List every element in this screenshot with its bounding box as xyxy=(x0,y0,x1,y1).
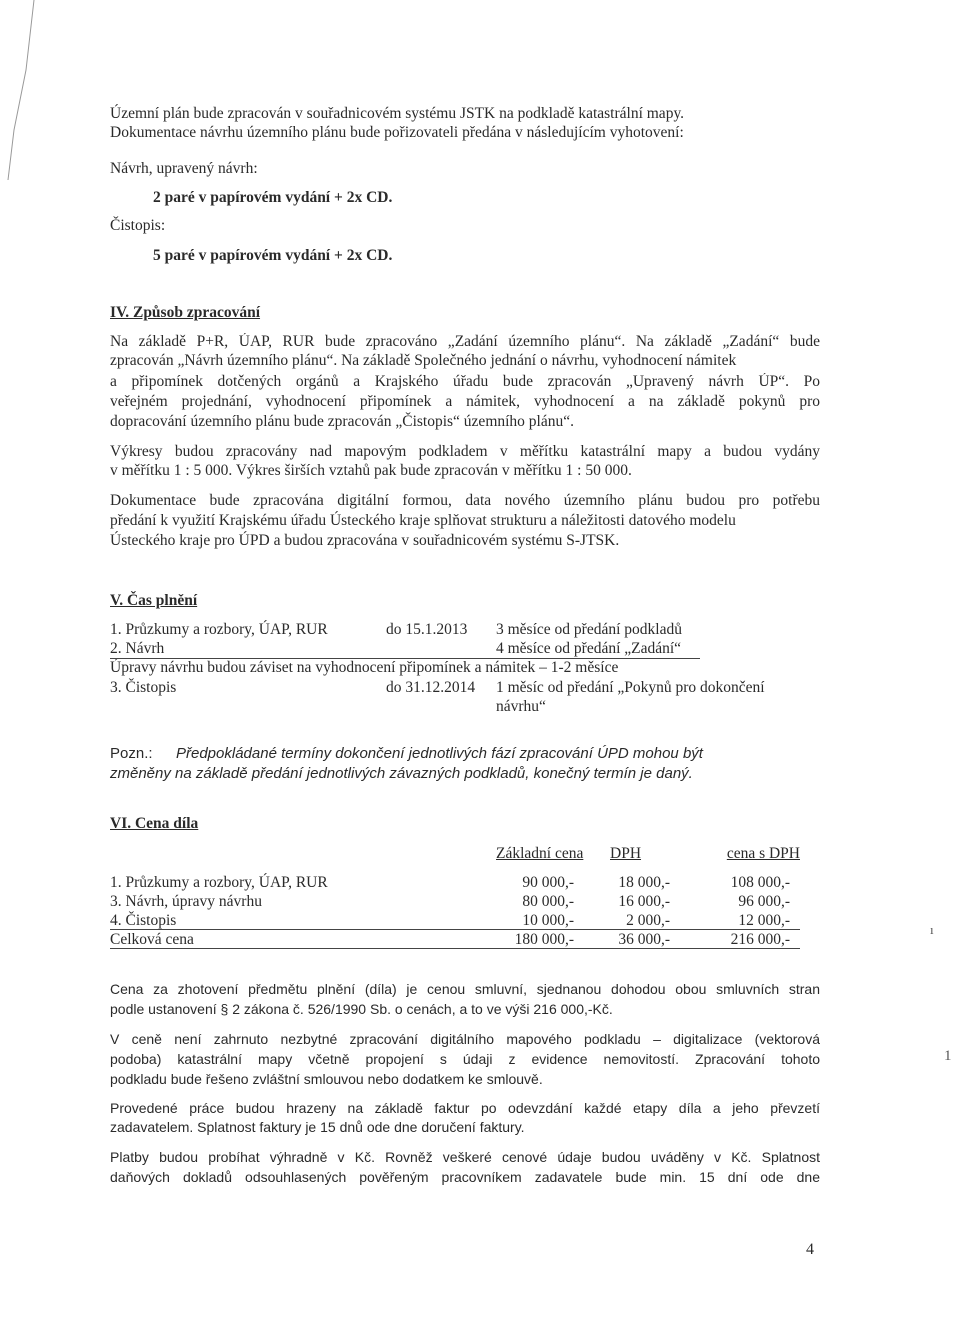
cistopis-label: Čistopis: xyxy=(110,217,166,234)
section-6-p2-line-1: V ceně není zahrnuto nezbytné zpracování digitálního mapového podkladu – digitalizace (vektorová xyxy=(110,1031,820,1047)
timeline-row-3-name: 3. Čistopis xyxy=(110,679,177,696)
section-4-p1-line-2: zpracován „Návrh územního plánu“. Na základě Společného jednání o návrhu, vyhodnocení námitek xyxy=(110,352,737,369)
section-4-p3-line-1: Dokumentace bude zpracována digitální formou, data nového územního plánu budou pro potřebu xyxy=(110,492,820,509)
price-row-1-vat: 18 000,- xyxy=(618,874,670,891)
timeline-row-3-desc-line-1: 1 měsíc od předání „Pokynů pro dokončení xyxy=(496,679,765,696)
navrh-value: 2 paré v papírovém vydání + 2x CD. xyxy=(153,189,393,206)
note-line-1: Předpokládané termíny dokončení jednotlivých fází zpracování ÚPD mohou být xyxy=(176,745,703,762)
price-row-2-vat: 16 000,- xyxy=(618,893,670,910)
section-4-p3-line-3: Ústeckého kraje pro ÚPD a budou zpracována v souřadnicovém systému S-JTSK. xyxy=(110,532,620,549)
navrh-label: Návrh, upravený návrh: xyxy=(110,160,258,177)
page-number: 4 xyxy=(806,1241,814,1258)
section-6-p2-line-3: podkladu bude řešeno zvláštní smlouvou nebo dodatkem ke smlouvě. xyxy=(110,1071,543,1087)
margin-mark-1: ı xyxy=(930,922,934,937)
price-row-3-vat: 2 000,- xyxy=(626,912,670,929)
timeline-row-2-desc: 4 měsíce od předání „Zadání“ xyxy=(496,640,682,657)
price-row-3-base: 10 000,- xyxy=(522,912,574,929)
timeline-divider xyxy=(110,658,700,659)
section-4-p1-line-4: veřejném projednání, vyhodnocení připomínek a námitek, vyhodnocení a na základě pokynů pro xyxy=(110,393,820,410)
timeline-row-1-desc: 3 měsíce od předání podkladů xyxy=(496,621,682,638)
price-col-vat: DPH xyxy=(610,845,642,862)
timeline-row-3-desc-line-2: návrhu“ xyxy=(496,698,546,715)
section-4-p1-line-1: Na základě P+R, ÚAP, RUR bude zpracováno „Zadání územního plánu“. Na základě „Zadání“ bude xyxy=(110,333,820,350)
price-row-total-base: 180 000,- xyxy=(514,931,574,948)
price-col-total: cena s DPH xyxy=(726,845,800,862)
price-row-2-base: 80 000,- xyxy=(522,893,574,910)
section-4-p2-line-1: Výkresy budou zpracovány nad mapovým podkladem v měřítku katastrální mapy a budou vydány xyxy=(110,443,820,460)
section-4-p2-line-2: v měřítku 1 : 5 000. Výkres širších vztahů pak bude zpracován v měřítku 1 : 50 000. xyxy=(110,462,632,479)
section-6-p3-line-1: Provedené práce budou hrazeny na základě faktur po odevzdání každé etapy díla a jeho převzetí xyxy=(110,1100,820,1116)
scan-edge-line xyxy=(0,0,40,200)
intro-line-1: Územní plán bude zpracován v souřadnicovém systému JSTK na podkladě katastrální mapy. xyxy=(110,105,685,122)
section-5-heading: V. Čas plnění xyxy=(110,592,198,609)
section-4-p3-line-2: předání k využití Krajskému úřadu Ústeckého kraje splňovat strukturu a náležitosti datového modelu xyxy=(110,512,736,529)
section-6-p3-line-2: zadavatelem. Splatnost faktury je 15 dnů ode dne doručení faktury. xyxy=(110,1119,525,1135)
note-line-2: změněny na základě předání jednotlivých závazných podkladů, konečný termín je daný. xyxy=(110,765,693,782)
margin-mark-2: 1 xyxy=(944,1048,952,1064)
timeline-upravy: Úpravy návrhu budou záviset na vyhodnocení připomínek a námitek – 1-2 měsíce xyxy=(110,659,619,676)
section-4-heading: IV. Způsob zpracování xyxy=(110,304,261,321)
cistopis-value: 5 paré v papírovém vydání + 2x CD. xyxy=(153,247,393,264)
price-row-1-name: 1. Průzkumy a rozbory, ÚAP, RUR xyxy=(110,874,328,891)
section-6-p2-line-2: podoba) katastrální mapy včetně propojení s údaji z evidence nemovitostí. Zpracování tohoto xyxy=(110,1051,820,1067)
timeline-row-2-name: 2. Návrh xyxy=(110,640,165,657)
price-col-base: Základní cena xyxy=(496,845,584,862)
timeline-row-1-name: 1. Průzkumy a rozbory, ÚAP, RUR xyxy=(110,621,328,638)
price-row-3-total: 12 000,- xyxy=(738,912,790,929)
section-6-p1-line-2: podle ustanovení § 2 zákona č. 526/1990 Sb. o cenách, a to ve výši 216 000,-Kč. xyxy=(110,1001,613,1017)
price-divider-1 xyxy=(110,929,800,930)
section-6-p4-line-1: Platby budou probíhat výhradně v Kč. Rovněž veškeré cenové údaje budou uváděny v Kč. Splatnost xyxy=(110,1149,820,1165)
price-row-total-name: Celková cena xyxy=(110,931,194,948)
price-row-total-vat: 36 000,- xyxy=(618,931,670,948)
intro-line-2: Dokumentace návrhu územního plánu bude pořizovateli předána v následujícím vyhotovení: xyxy=(110,124,684,141)
price-row-3-name: 4. Čistopis xyxy=(110,912,177,929)
price-row-1-base: 90 000,- xyxy=(522,874,574,891)
price-row-2-total: 96 000,- xyxy=(738,893,790,910)
price-row-total-total: 216 000,- xyxy=(730,931,790,948)
section-6-p4-line-2: daňových dokladů odsouhlasených pověřeným pracovníkem zadavatele bude min. 15 dní ode dne xyxy=(110,1169,820,1185)
section-6-p1-line-1: Cena za zhotovení předmětu plnění (díla) je cenou smluvní, sjednanou dohodou obou smluvních stran xyxy=(110,981,820,997)
price-row-2-name: 3. Návrh, úpravy návrhu xyxy=(110,893,262,910)
price-divider-2 xyxy=(110,948,800,949)
section-6-heading: VI. Cena díla xyxy=(110,815,199,832)
section-4-p1-line-5: dopracování územního plánu bude zpracován „Čistopis“ územního plánu“. xyxy=(110,413,574,430)
timeline-row-3-date: do 31.12.2014 xyxy=(386,679,476,696)
price-row-1-total: 108 000,- xyxy=(730,874,790,891)
section-4-p1-line-3: a připomínek dotčených orgánů a Krajského úřadu bude zpracován „Upravený návrh ÚP“. Po xyxy=(110,373,820,390)
timeline-row-1-date: do 15.1.2013 xyxy=(386,621,468,638)
note-label: Pozn.: xyxy=(110,745,153,762)
